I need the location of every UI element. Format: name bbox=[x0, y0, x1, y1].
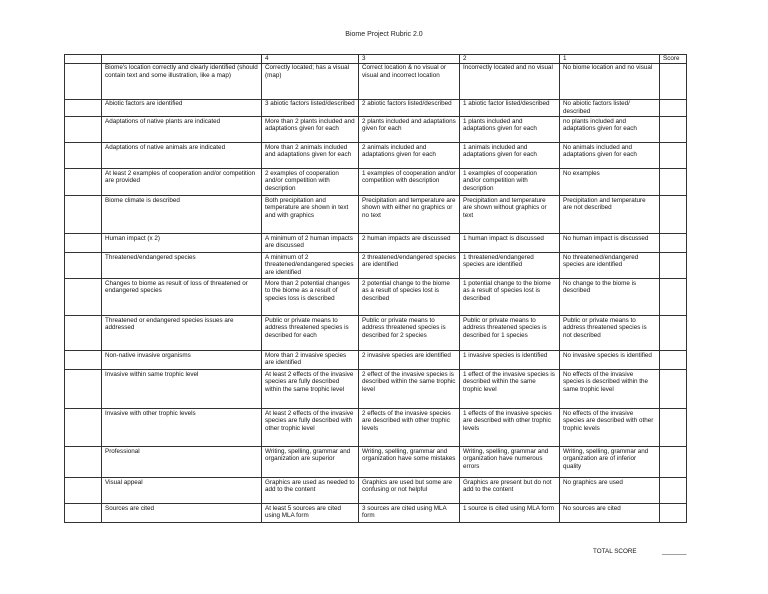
score-4-cell: Graphics are used as needed to add to the content bbox=[262, 478, 359, 504]
criterion-cell: Invasive within same trophic level bbox=[102, 370, 262, 409]
row-blank-cell bbox=[65, 117, 102, 143]
criterion-cell: Biome climate is described bbox=[102, 196, 262, 234]
row-blank-cell bbox=[65, 253, 102, 279]
score-1-cell: Writing, spelling, grammar and organization are of inferior quality bbox=[560, 447, 660, 478]
score-1-cell: No biome location and no visual bbox=[560, 63, 660, 99]
score-1-cell: No animals included and adaptations given for each bbox=[560, 143, 660, 169]
header-score-3: 3 bbox=[359, 55, 460, 64]
score-4-cell: At least 2 effects of the invasive species are fully described with other trophic level bbox=[262, 409, 359, 447]
row-blank-cell bbox=[65, 99, 102, 116]
row-blank-cell bbox=[65, 409, 102, 447]
table-row bbox=[65, 143, 687, 169]
score-entry-cell bbox=[660, 351, 687, 370]
score-2-cell: 1 potential change to the biome as a result of species lost is described bbox=[460, 279, 560, 316]
score-3-cell: 1 examples of cooperation and/or competition with description bbox=[359, 169, 460, 196]
score-3-cell: 2 human impacts are discussed bbox=[359, 234, 460, 253]
header-score-1: 1 bbox=[560, 55, 660, 64]
score-3-cell: Public or private means to address threatened species is described for 2 species bbox=[359, 316, 460, 351]
score-4-cell: A minimum of 2 human impacts are discussed bbox=[262, 234, 359, 253]
criterion-cell: Abiotic factors are identified bbox=[102, 99, 262, 116]
criterion-cell: Adaptations of native animals are indicated bbox=[102, 143, 262, 169]
score-3-cell: 3 sources are cited using MLA form bbox=[359, 504, 460, 523]
row-blank-cell bbox=[65, 316, 102, 351]
criterion-cell: Human impact (x 2) bbox=[102, 234, 262, 253]
score-4-cell: More than 2 invasive species are identified bbox=[262, 351, 359, 370]
score-1-cell: No invasive species is identified bbox=[560, 351, 660, 370]
header-score-2: 2 bbox=[460, 55, 560, 64]
table-row bbox=[65, 478, 687, 504]
score-2-cell: Public or private means to address threatened species is described for 1 species bbox=[460, 316, 560, 351]
score-entry-cell bbox=[660, 99, 687, 116]
score-4-cell: Public or private means to address threatened species is described for each bbox=[262, 316, 359, 351]
row-blank-cell bbox=[65, 169, 102, 196]
score-3-cell: Correct location & no visual or visual and incorrect location bbox=[359, 63, 460, 99]
score-entry-cell bbox=[660, 370, 687, 409]
total-score-blank: _______ bbox=[662, 548, 687, 555]
table-row bbox=[65, 117, 687, 143]
criterion-cell: Threatened or endangered species issues are addressed bbox=[102, 316, 262, 351]
score-4-cell: More than 2 plants included and adaptations given for each bbox=[262, 117, 359, 143]
row-blank-cell bbox=[65, 143, 102, 169]
score-entry-cell bbox=[660, 316, 687, 351]
criterion-cell: Changes to biome as result of loss of threatened or endangered species bbox=[102, 279, 262, 316]
row-blank-cell bbox=[65, 234, 102, 253]
table-row bbox=[65, 196, 687, 234]
score-entry-cell bbox=[660, 478, 687, 504]
score-3-cell: 2 abiotic factors listed/described bbox=[359, 99, 460, 116]
score-4-cell: More than 2 potential changes to the biome as a result of species loss is described bbox=[262, 279, 359, 316]
criterion-cell: Non-native invasive organisms bbox=[102, 351, 262, 370]
score-entry-cell bbox=[660, 117, 687, 143]
score-entry-cell bbox=[660, 234, 687, 253]
header-blank-cell bbox=[65, 55, 102, 64]
table-row bbox=[65, 279, 687, 316]
score-2-cell: Graphics are present but do not add to the content bbox=[460, 478, 560, 504]
score-1-cell: No sources are cited bbox=[560, 504, 660, 523]
criterion-cell: Sources are cited bbox=[102, 504, 262, 523]
criterion-cell: Threatened/endangered species bbox=[102, 253, 262, 279]
score-2-cell: Precipitation and temperature are shown without graphics or text bbox=[460, 196, 560, 234]
score-1-cell: No examples bbox=[560, 169, 660, 196]
score-1-cell: Public or private means to address threatened species is not described bbox=[560, 316, 660, 351]
score-2-cell: 1 threatened/endangered species are identified bbox=[460, 253, 560, 279]
score-entry-cell bbox=[660, 143, 687, 169]
score-1-cell: No change to the biome is described bbox=[560, 279, 660, 316]
score-4-cell: Both precipitation and temperature are shown in text and with graphics bbox=[262, 196, 359, 234]
row-blank-cell bbox=[65, 196, 102, 234]
score-1-cell: Precipitation and temperature are not described bbox=[560, 196, 660, 234]
row-blank-cell bbox=[65, 504, 102, 523]
score-1-cell: No threatened/endangered species are identified bbox=[560, 253, 660, 279]
row-blank-cell bbox=[65, 447, 102, 478]
score-entry-cell bbox=[660, 253, 687, 279]
rubric-table bbox=[64, 54, 687, 523]
row-blank-cell bbox=[65, 279, 102, 316]
score-1-cell: No human impact is discussed bbox=[560, 234, 660, 253]
score-2-cell: 1 abiotic factor listed/described bbox=[460, 99, 560, 116]
score-entry-cell bbox=[660, 447, 687, 478]
criterion-cell: At least 2 examples of cooperation and/or competition are provided bbox=[102, 169, 262, 196]
table-row bbox=[65, 63, 687, 99]
score-2-cell: 1 invasive species is identified bbox=[460, 351, 560, 370]
score-4-cell: A minimum of 2 threatened/endangered species are identified bbox=[262, 253, 359, 279]
score-entry-cell bbox=[660, 504, 687, 523]
row-blank-cell bbox=[65, 351, 102, 370]
header-score-column: Score bbox=[660, 55, 687, 64]
score-2-cell: Incorrectly located and no visual bbox=[460, 63, 560, 99]
score-2-cell: 1 plants included and adaptations given for each bbox=[460, 117, 560, 143]
score-1-cell: No abiotic factors listed/ described bbox=[560, 99, 660, 116]
score-3-cell: 2 threatened/endangered species are identified bbox=[359, 253, 460, 279]
criterion-cell: Invasive with other trophic levels bbox=[102, 409, 262, 447]
score-3-cell: Graphics are used but some are confusing or not helpful bbox=[359, 478, 460, 504]
table-row bbox=[65, 409, 687, 447]
criterion-cell: Biome's location correctly and clearly identified (should contain text and some illustration, like a map) bbox=[102, 63, 262, 99]
score-3-cell: 2 effect of the invasive species is described within the same trophic level bbox=[359, 370, 460, 409]
score-3-cell: 2 potential change to the biome as a result of species lost is described bbox=[359, 279, 460, 316]
criterion-cell: Visual appeal bbox=[102, 478, 262, 504]
table-row bbox=[65, 169, 687, 196]
score-2-cell: 1 effect of the invasive species is described within the same trophic level bbox=[460, 370, 560, 409]
score-4-cell: More than 2 animals included and adaptations given for each bbox=[262, 143, 359, 169]
table-row bbox=[65, 316, 687, 351]
score-entry-cell bbox=[660, 196, 687, 234]
header-criterion-cell bbox=[102, 55, 262, 64]
score-1-cell: No effects of the invasive species are described with other trophic levels bbox=[560, 409, 660, 447]
row-blank-cell bbox=[65, 370, 102, 409]
score-entry-cell bbox=[660, 169, 687, 196]
score-1-cell: No effects of the invasive species is described within the same trophic level bbox=[560, 370, 660, 409]
score-2-cell: 1 human impact is discussed bbox=[460, 234, 560, 253]
table-row bbox=[65, 253, 687, 279]
page-title: Biome Project Rubric 2.0 bbox=[345, 31, 423, 38]
score-entry-cell bbox=[660, 279, 687, 316]
score-2-cell: Writing, spelling, grammar and organization have numerous errors bbox=[460, 447, 560, 478]
score-2-cell: 1 examples of cooperation and/or competition with description bbox=[460, 169, 560, 196]
criterion-cell: Professional bbox=[102, 447, 262, 478]
score-1-cell: No graphics are used bbox=[560, 478, 660, 504]
row-blank-cell bbox=[65, 63, 102, 99]
row-blank-cell bbox=[65, 478, 102, 504]
score-4-cell: Correctly located; has a visual (map) bbox=[262, 63, 359, 99]
table-row bbox=[65, 447, 687, 478]
table-row bbox=[65, 351, 687, 370]
score-entry-cell bbox=[660, 409, 687, 447]
score-3-cell: 2 plants included and adaptations given for each bbox=[359, 117, 460, 143]
table-row bbox=[65, 370, 687, 409]
header-score-4: 4 bbox=[262, 55, 359, 64]
score-3-cell: Writing, spelling, grammar and organization have some mistakes bbox=[359, 447, 460, 478]
score-4-cell: At least 2 effects of the invasive species are fully described within the same trophic level bbox=[262, 370, 359, 409]
score-1-cell: no plants included and adaptations given for each bbox=[560, 117, 660, 143]
table-header-row bbox=[65, 55, 687, 64]
score-3-cell: 2 animals included and adaptations given for each bbox=[359, 143, 460, 169]
score-4-cell: 3 abiotic factors listed/described bbox=[262, 99, 359, 116]
score-3-cell: 2 invasive species are identified bbox=[359, 351, 460, 370]
score-2-cell: 1 source is cited using MLA form bbox=[460, 504, 560, 523]
table-row bbox=[65, 234, 687, 253]
score-4-cell: At least 5 sources are cited using MLA form bbox=[262, 504, 359, 523]
table-row bbox=[65, 504, 687, 523]
table-row bbox=[65, 99, 687, 116]
score-entry-cell bbox=[660, 63, 687, 99]
score-2-cell: 1 animals included and adaptations given for each bbox=[460, 143, 560, 169]
score-4-cell: Writing, spelling, grammar and organization are superior bbox=[262, 447, 359, 478]
criterion-cell: Adaptations of native plants are indicated bbox=[102, 117, 262, 143]
score-3-cell: 2 effects of the invasive species are described with other trophic levels bbox=[359, 409, 460, 447]
total-score-label: TOTAL SCORE bbox=[593, 548, 637, 555]
score-2-cell: 1 effects of the invasive species are described with other trophic levels bbox=[460, 409, 560, 447]
score-4-cell: 2 examples of cooperation and/or competition with description bbox=[262, 169, 359, 196]
score-3-cell: Precipitation and temperature are shown with either no graphics or no text bbox=[359, 196, 460, 234]
